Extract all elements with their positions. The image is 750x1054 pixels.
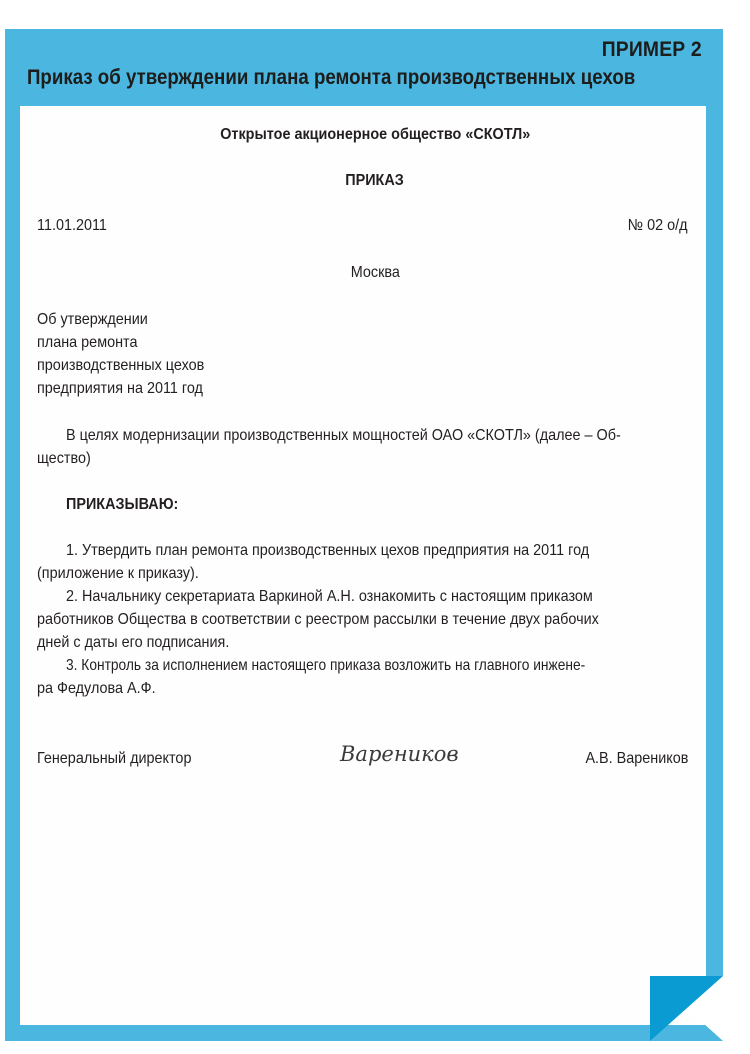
subject-line: производственных цехов [37, 357, 205, 374]
document-place: Москва [350, 264, 400, 281]
order-item-line: (приложение к приказу). [37, 565, 199, 582]
subject-line: Об утверждении [37, 311, 148, 328]
preamble-line: щество) [37, 450, 91, 467]
order-item-line: 3. Контроль за исполнением настоящего приказа возложить на главного инжене- [66, 657, 586, 674]
order-item-line: 2. Начальнику секретариата Варкиной А.Н. ознакомить с настоящим приказом [66, 588, 593, 605]
order-item-line: дней с даты его подписания. [37, 634, 230, 651]
document-type: ПРИКАЗ [345, 172, 405, 189]
document-date: 11.01.2011 [37, 217, 107, 234]
order-item-line: 1. Утвердить план ремонта производственных цехов предприятия на 2011 год [66, 542, 590, 559]
organization-name: Открытое акционерное общество «СКОТЛ» [219, 126, 531, 143]
example-label: ПРИМЕР 2 [601, 38, 702, 61]
order-item-line: работников Общества в соответствии с реестром рассылки в течение двух рабочих [37, 611, 599, 628]
folded-corner-icon [650, 976, 723, 1041]
signer-name: А.В. Вареников [585, 750, 688, 767]
document-number: № 02 о/д [628, 217, 688, 234]
preamble-line: В целях модернизации производственных мощностей ОАО «СКОТЛ» (далее – Об- [66, 427, 621, 444]
handwritten-signature: Вареников [340, 742, 459, 766]
order-word: ПРИКАЗЫВАЮ: [66, 496, 179, 513]
header-title: Приказ об утверждении плана ремонта производственных цехов [27, 66, 636, 89]
signer-position: Генеральный директор [37, 750, 192, 767]
order-item-line: ра Федулова А.Ф. [37, 680, 156, 697]
subject-line: предприятия на 2011 год [37, 380, 203, 397]
subject-line: плана ремонта [37, 334, 138, 351]
